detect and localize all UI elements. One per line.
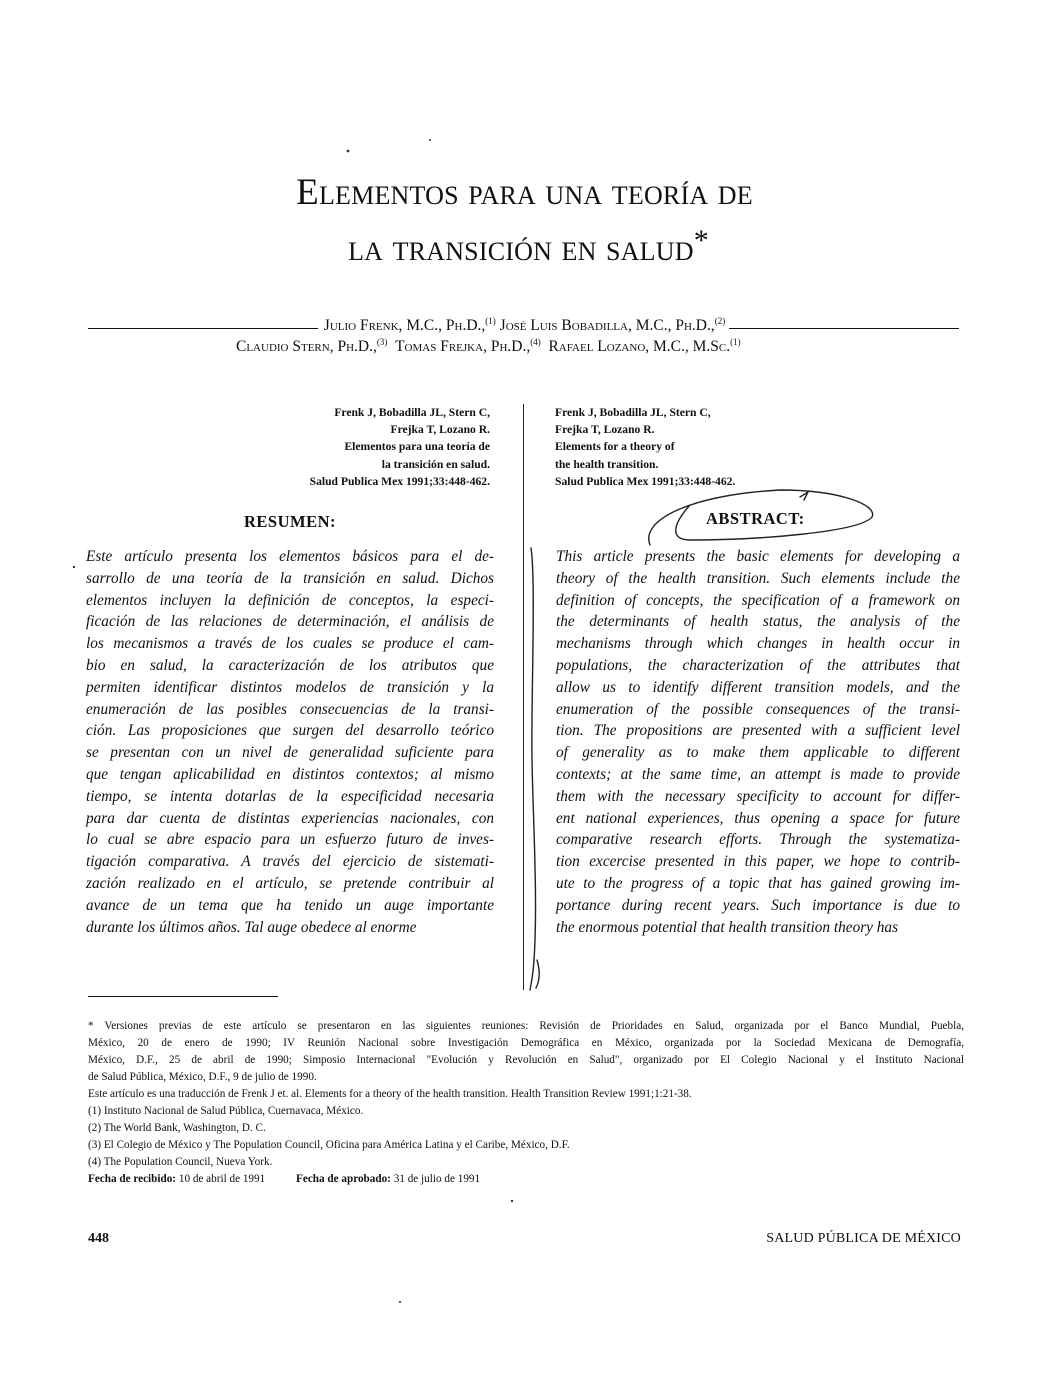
abstract-arrow-mark [800, 492, 808, 500]
abstract-line: definition of concepts, the specification of a framework on [556, 591, 960, 609]
resumen-body [86, 546, 494, 938]
title-text-1: Elementos para una teoría de [296, 172, 753, 213]
abstract-line: allow us to identify different transition models, and the [556, 678, 960, 696]
author-stern: Claudio Stern, Ph.D.,$^{(3)}$ [236, 337, 388, 356]
footnote-affiliation-2: (2) The World Bank, Washington, D. C. [88, 1122, 266, 1134]
margin-bracket-mark-2 [536, 960, 539, 988]
footnotes [88, 1018, 964, 1188]
citation-english: Frenk J, Bobadilla JL, Stern C, Frejka T, Lozano R. Elements for a theory of the health transition. Salud Publica Mex 1991;33:448-462. [555, 406, 736, 488]
resumen-line: permiten identificar distintos modelos de transición y la [86, 678, 494, 696]
speck-1 [347, 150, 350, 153]
resumen-heading: RESUMEN: [244, 512, 337, 531]
resumen-line: sarrollo de una teoría de la transición en salud. Dichos [86, 569, 494, 587]
abstract-body [556, 546, 960, 938]
speck-5 [73, 566, 75, 568]
resumen-line: ficación de las relaciones de determinación, el análisis de [86, 613, 494, 631]
resumen-line: los mecanismos a través de los cuales se produce el cam- [86, 635, 494, 653]
abstract-line: of generality as to make them applicable to different [556, 744, 960, 762]
abstract-line: theory of the health transition. Such elements include the [556, 569, 960, 587]
footnote-versions-4: de Salud Pública, México, D.F., 9 de julio de 1990. [88, 1071, 317, 1083]
resumen-line: elementos incluyen la definición de conceptos, la especi- [86, 591, 494, 609]
abstract-line: tion excercise presented in this paper, we hope to contrib- [556, 853, 960, 871]
article-title-line-2 [8, 226, 1041, 267]
resumen-line: avance de un tema que ha tenido un auge importante [86, 896, 494, 914]
footnote-affiliation-4: (4) The Population Council, Nueva York. [88, 1156, 273, 1168]
abstract-line: ent national experiences, thus opening a space for future [556, 809, 960, 827]
abstract-line: comparative research efforts. Through the systematiza- [556, 831, 960, 849]
footnote-affiliation-1: (1) Instituto Nacional de Salud Pública, Cuernavaca, México. [88, 1105, 364, 1117]
footnote-rule [88, 996, 278, 997]
citation-spanish: Frenk J, Bobadilla JL, Stern C, Frejka T, Lozano R. Elementos para una teoría de la transición en salud. Salud Publica Mex 1991;33:448-462. [309, 406, 490, 488]
author-frenk: Julio Frenk, M.C., Ph.D.,$^{(1)}$ [323, 316, 496, 335]
title-text-2: la transición en salud [348, 228, 694, 269]
resumen-line: Este artículo presenta los elementos básicos para el de- [86, 548, 494, 565]
title-footnote-mark: * [693, 224, 709, 257]
speck-4 [399, 1301, 401, 1303]
resumen-line: bio en salud, la caracterización de los atributos que [86, 656, 494, 674]
footnote-versions-1: * Versiones previas de este artículo se presentaron en las siguientes reuniones: Revisión de Prioridades en Salud, organizada por el Banco Mundial, Puebla, [88, 1020, 964, 1032]
footnote-affiliation-3: (3) El Colegio de México y The Population Council, Oficina para América Latina y el Caribe, México, D.F. [88, 1139, 570, 1151]
resumen-line: para dar cuenta de distintas experiencias nacionales, con [86, 809, 494, 827]
abstract-line: mechanisms through which changes in health occur in [556, 635, 960, 653]
resumen-line: tigación comparativa. A través del ejercicio de sistemati- [86, 853, 494, 871]
speck-3 [511, 1200, 513, 1202]
abstract-line: them with the necessary specificity to account for differ- [556, 787, 960, 805]
resumen-line: ción. Las proposiciones que surgen del desarrollo teórico [86, 722, 494, 740]
author-line-2 [236, 337, 741, 356]
abstract-heading: ABSTRACT: [706, 509, 805, 528]
resumen-line: durante los últimos años. Tal auge obedece al enorme [86, 918, 417, 936]
abstract-line: contexts; at the same time, an attempt is made to provide [556, 765, 960, 783]
abstract-line: enumeration of the possible consequences of the transi- [556, 700, 960, 718]
speck-2 [429, 139, 431, 141]
abstract-line: the determinants of health status, the analysis of the [556, 613, 960, 631]
abstract-line: the enormous potential that health transition theory has [556, 918, 899, 936]
author-frejka: Tomas Frejka, Ph.D.,$^{(4)}$ [395, 337, 541, 356]
footnote-dates [88, 1171, 964, 1188]
resumen-line: zación realizado en el artículo, se pretende contribuir al [86, 874, 494, 892]
page-number: 448 [88, 1231, 109, 1246]
resumen-line: se presentan con un nivel de generalidad suficiente para [86, 744, 494, 762]
author-lozano: Rafael Lozano, M.C., M.Sc.$^{(1)}$ [548, 337, 741, 356]
footnote-translation: Este artículo es una traducción de Frenk J et. al. Elements for a theory of the health transition. Health Transition Review 1991;1:21-38. [88, 1088, 692, 1100]
abstract-line: This article presents the basic elements for developing a [556, 548, 960, 565]
abstract-line: populations, the characterization of the attributes that [556, 656, 960, 674]
author-bobadilla: José Luis Bobadilla, M.C., Ph.D.,$^{(2)}$ [499, 316, 726, 335]
journal-name: SALUD PÚBLICA DE MÉXICO [766, 1231, 961, 1246]
resumen-line: tiempo, se intenta dotarlas de la especificidad necesaria [86, 787, 494, 805]
received-date: Fecha de recibido: 10 de abril de 1991 [88, 1173, 266, 1185]
resumen-line: que tengan aplicabilidad en distintos contextos; al mismo [86, 765, 494, 783]
column-divider [523, 404, 524, 990]
footnote-versions-3: México, D.F., 25 de abril de 1990; Simposio Internacional "Evolución y Revolución en Salud", organizado por El Colegio Nacional y el Instituto Nacional [88, 1054, 964, 1066]
abstract-line: tion. The propositions are presented with a sufficient level [556, 722, 960, 740]
resumen-line: lo cual se abre espacio para un esfuerzo futuro de inves- [86, 831, 494, 849]
abstract-line: portance during recent years. Such importance is due to [556, 896, 960, 914]
footnote-versions-2: México, 20 de enero de 1990; IV Reunión Nacional sobre Investigación Demográfica en México, organizada por la Sociedad Mexicana de Demografía, [88, 1037, 964, 1049]
resumen-line: enumeración de las posibles consecuencias de la transi- [86, 700, 494, 718]
article-title-line-1 [4, 174, 1041, 211]
author-rule-right [729, 328, 959, 329]
abstract-line: ute to the progress of a topic that has gained growing im- [556, 874, 960, 892]
author-rule-left [88, 328, 318, 329]
approved-date: Fecha de aprobado: 31 de julio de 1991 [296, 1173, 481, 1185]
margin-bracket-mark [530, 548, 536, 990]
author-line-1 [88, 316, 959, 335]
